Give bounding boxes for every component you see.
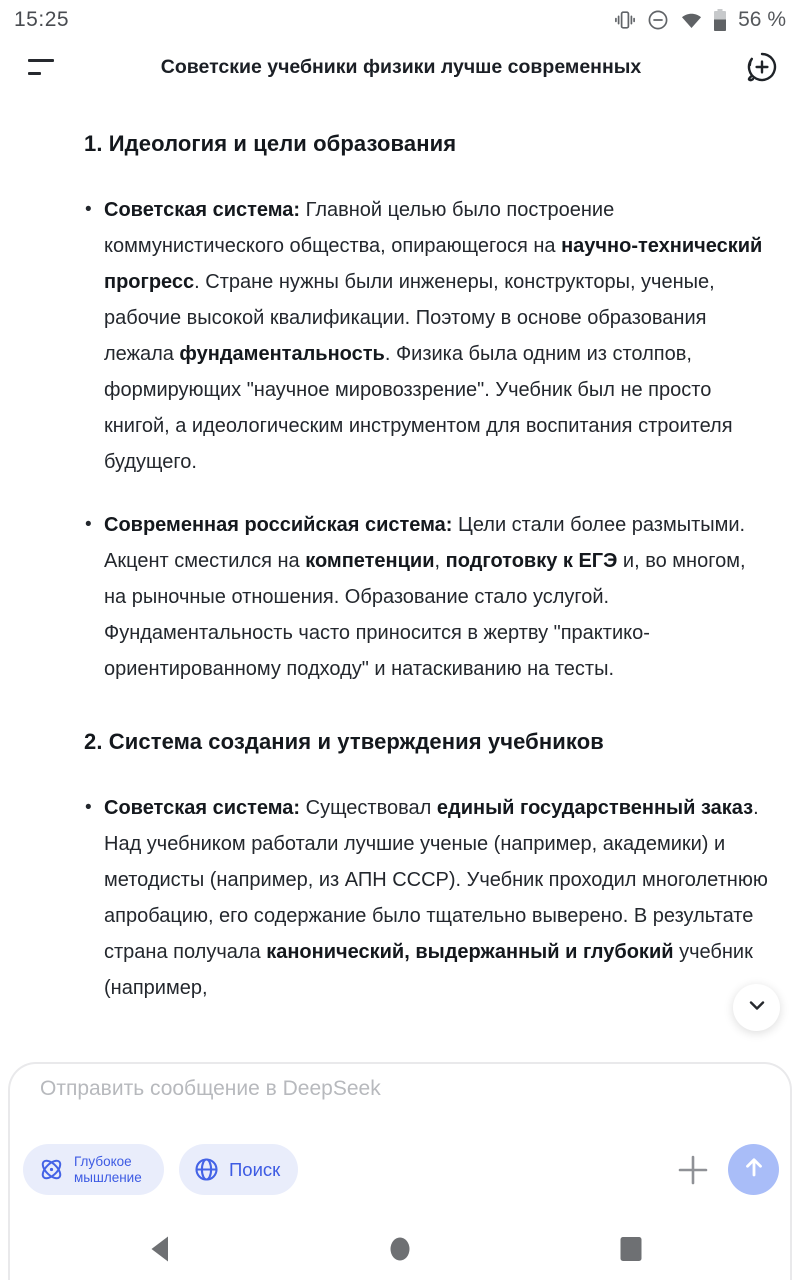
bullet-list [84,790,770,1006]
wifi-icon [679,8,704,32]
battery-percent: 56 % [738,8,786,31]
send-arrow-icon [741,1154,767,1185]
composer-tools [23,1144,298,1195]
search-label: Поиск [229,1158,281,1180]
page-title: Советские учебники физики лучше современных [160,55,642,78]
section-heading: 1. Идеология и цели образования [84,131,457,156]
status-bar [0,0,800,38]
deep-think-button[interactable] [23,1144,164,1195]
section-heading: 2. Система создания и утверждения учебников [84,729,604,754]
do-not-disturb-icon [646,8,670,32]
atom-icon [38,1156,65,1183]
home-icon[interactable] [388,1235,412,1268]
bullet-item: • Современная российская система: Цели стали более размытыми. Акцент сместился на компетенции, подготовку к ЕГЭ и, во многом, на рыночные отношения. Образование стало услугой. Фундаментальность часто приносится в жертву "практико-ориентированному подходу" и натаскиванию на тесты. [84,507,770,687]
recents-icon[interactable] [619,1236,643,1267]
send-button[interactable] [728,1144,779,1195]
header [0,38,800,96]
bullet-item: • Советская система: Главной целью было построение коммунистического общества, опирающегося на научно-технический прогресс. Стране нужны были инженеры, конструкторы, ученые, рабочие высокой квалификации. Поэтому в основе образования лежала фундаментальность. Физика была одним из столпов, формирующих "научное мировоззрение". Учебник был не просто книгой, а идеологическим инструментом для воспитания строителя будущего. [84,192,770,480]
chat-content [0,96,800,1062]
menu-icon[interactable] [26,50,60,84]
back-icon[interactable] [150,1235,170,1268]
clock: 15:25 [14,8,70,31]
search-button[interactable] [179,1144,298,1195]
scroll-to-bottom-button[interactable] [733,984,780,1031]
bullet-list [84,192,770,687]
bullet-item: • Советская система: Существовал единый государственный заказ. Над учебником работали лучшие ученые (например, академики) и методисты (например, из АПН СССР). Учебник проходил многолетнюю апробацию, его содержание было тщательно выверено. В результате страна получала канонический, выдержанный и глубокий учебник (например, [84,790,770,1006]
attach-plus-icon[interactable] [675,1152,711,1188]
globe-icon [194,1157,219,1182]
composer-actions [675,1144,779,1195]
vibrate-icon [613,8,637,32]
message-input[interactable] [40,1077,760,1101]
chevron-down-icon [744,992,770,1023]
deep-think-label: Глубокое мышление [74,1153,142,1185]
battery-icon [713,8,727,32]
status-icons [613,8,786,32]
new-chat-icon[interactable] [742,47,782,87]
android-nav-bar [0,1220,800,1280]
